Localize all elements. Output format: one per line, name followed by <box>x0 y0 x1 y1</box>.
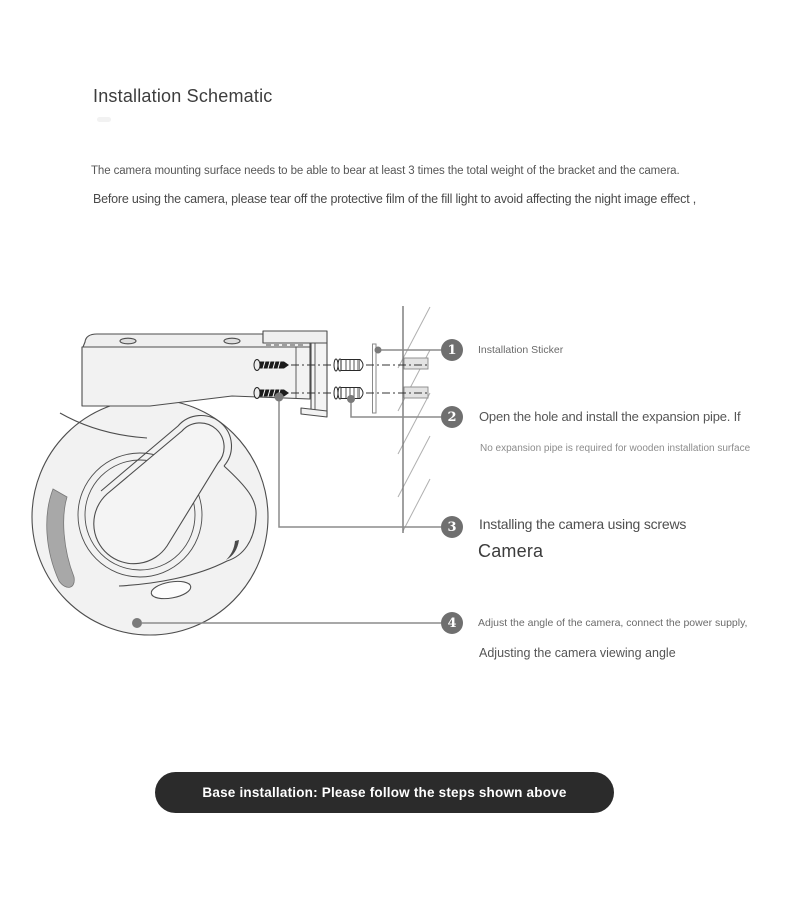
callout-label-expansion-pipe: Open the hole and install the expansion pipe. If <box>479 409 741 424</box>
title-underline-smudge <box>97 117 111 122</box>
callout-label-sticker: Installation Sticker <box>478 344 564 356</box>
base-installation-button-label: Base installation: Please follow the steps shown above <box>202 785 567 800</box>
callout-label-adjust-angle: Adjust the angle of the camera, connect the power supply, <box>478 617 748 629</box>
expansion-anchors-icon <box>334 359 363 399</box>
step-number-1: 1 <box>447 342 457 358</box>
callout-connectors <box>142 350 441 623</box>
step-badge-2 <box>441 406 463 428</box>
wall-section-illustration <box>398 306 430 533</box>
wall-bracket-illustration <box>82 331 327 417</box>
base-installation-button[interactable] <box>155 772 614 813</box>
step-number-4: 4 <box>447 615 457 631</box>
installation-sticker-icon <box>373 344 377 413</box>
page-title: Installation Schematic <box>93 86 273 106</box>
step-number-3: 3 <box>447 519 457 535</box>
camera-body-illustration <box>32 399 268 635</box>
note-mounting-surface: The camera mounting surface needs to be able to bear at least 3 times the total weight of the bracket and the camera. <box>91 165 680 177</box>
step-badge-1 <box>441 339 463 361</box>
callout-anchor-dots <box>132 347 382 629</box>
callout-label-screws: Installing the camera using screws <box>479 516 687 532</box>
screw-axis-lines <box>291 365 428 393</box>
step-badge-4 <box>441 612 463 634</box>
callout-sublabel-wooden-surface: No expansion pipe is required for wooden installation surface <box>480 443 751 454</box>
mounting-screws-icon <box>254 360 289 399</box>
callout-sublabel-viewing-angle: Adjusting the camera viewing angle <box>479 646 676 660</box>
step-number-2: 2 <box>447 409 457 425</box>
callout-sublabel-camera: Camera <box>478 541 544 561</box>
note-protective-film: Before using the camera, please tear off the protective film of the fill light to avoid affecting the night image effect , <box>93 192 697 206</box>
step-badge-3 <box>441 516 463 538</box>
